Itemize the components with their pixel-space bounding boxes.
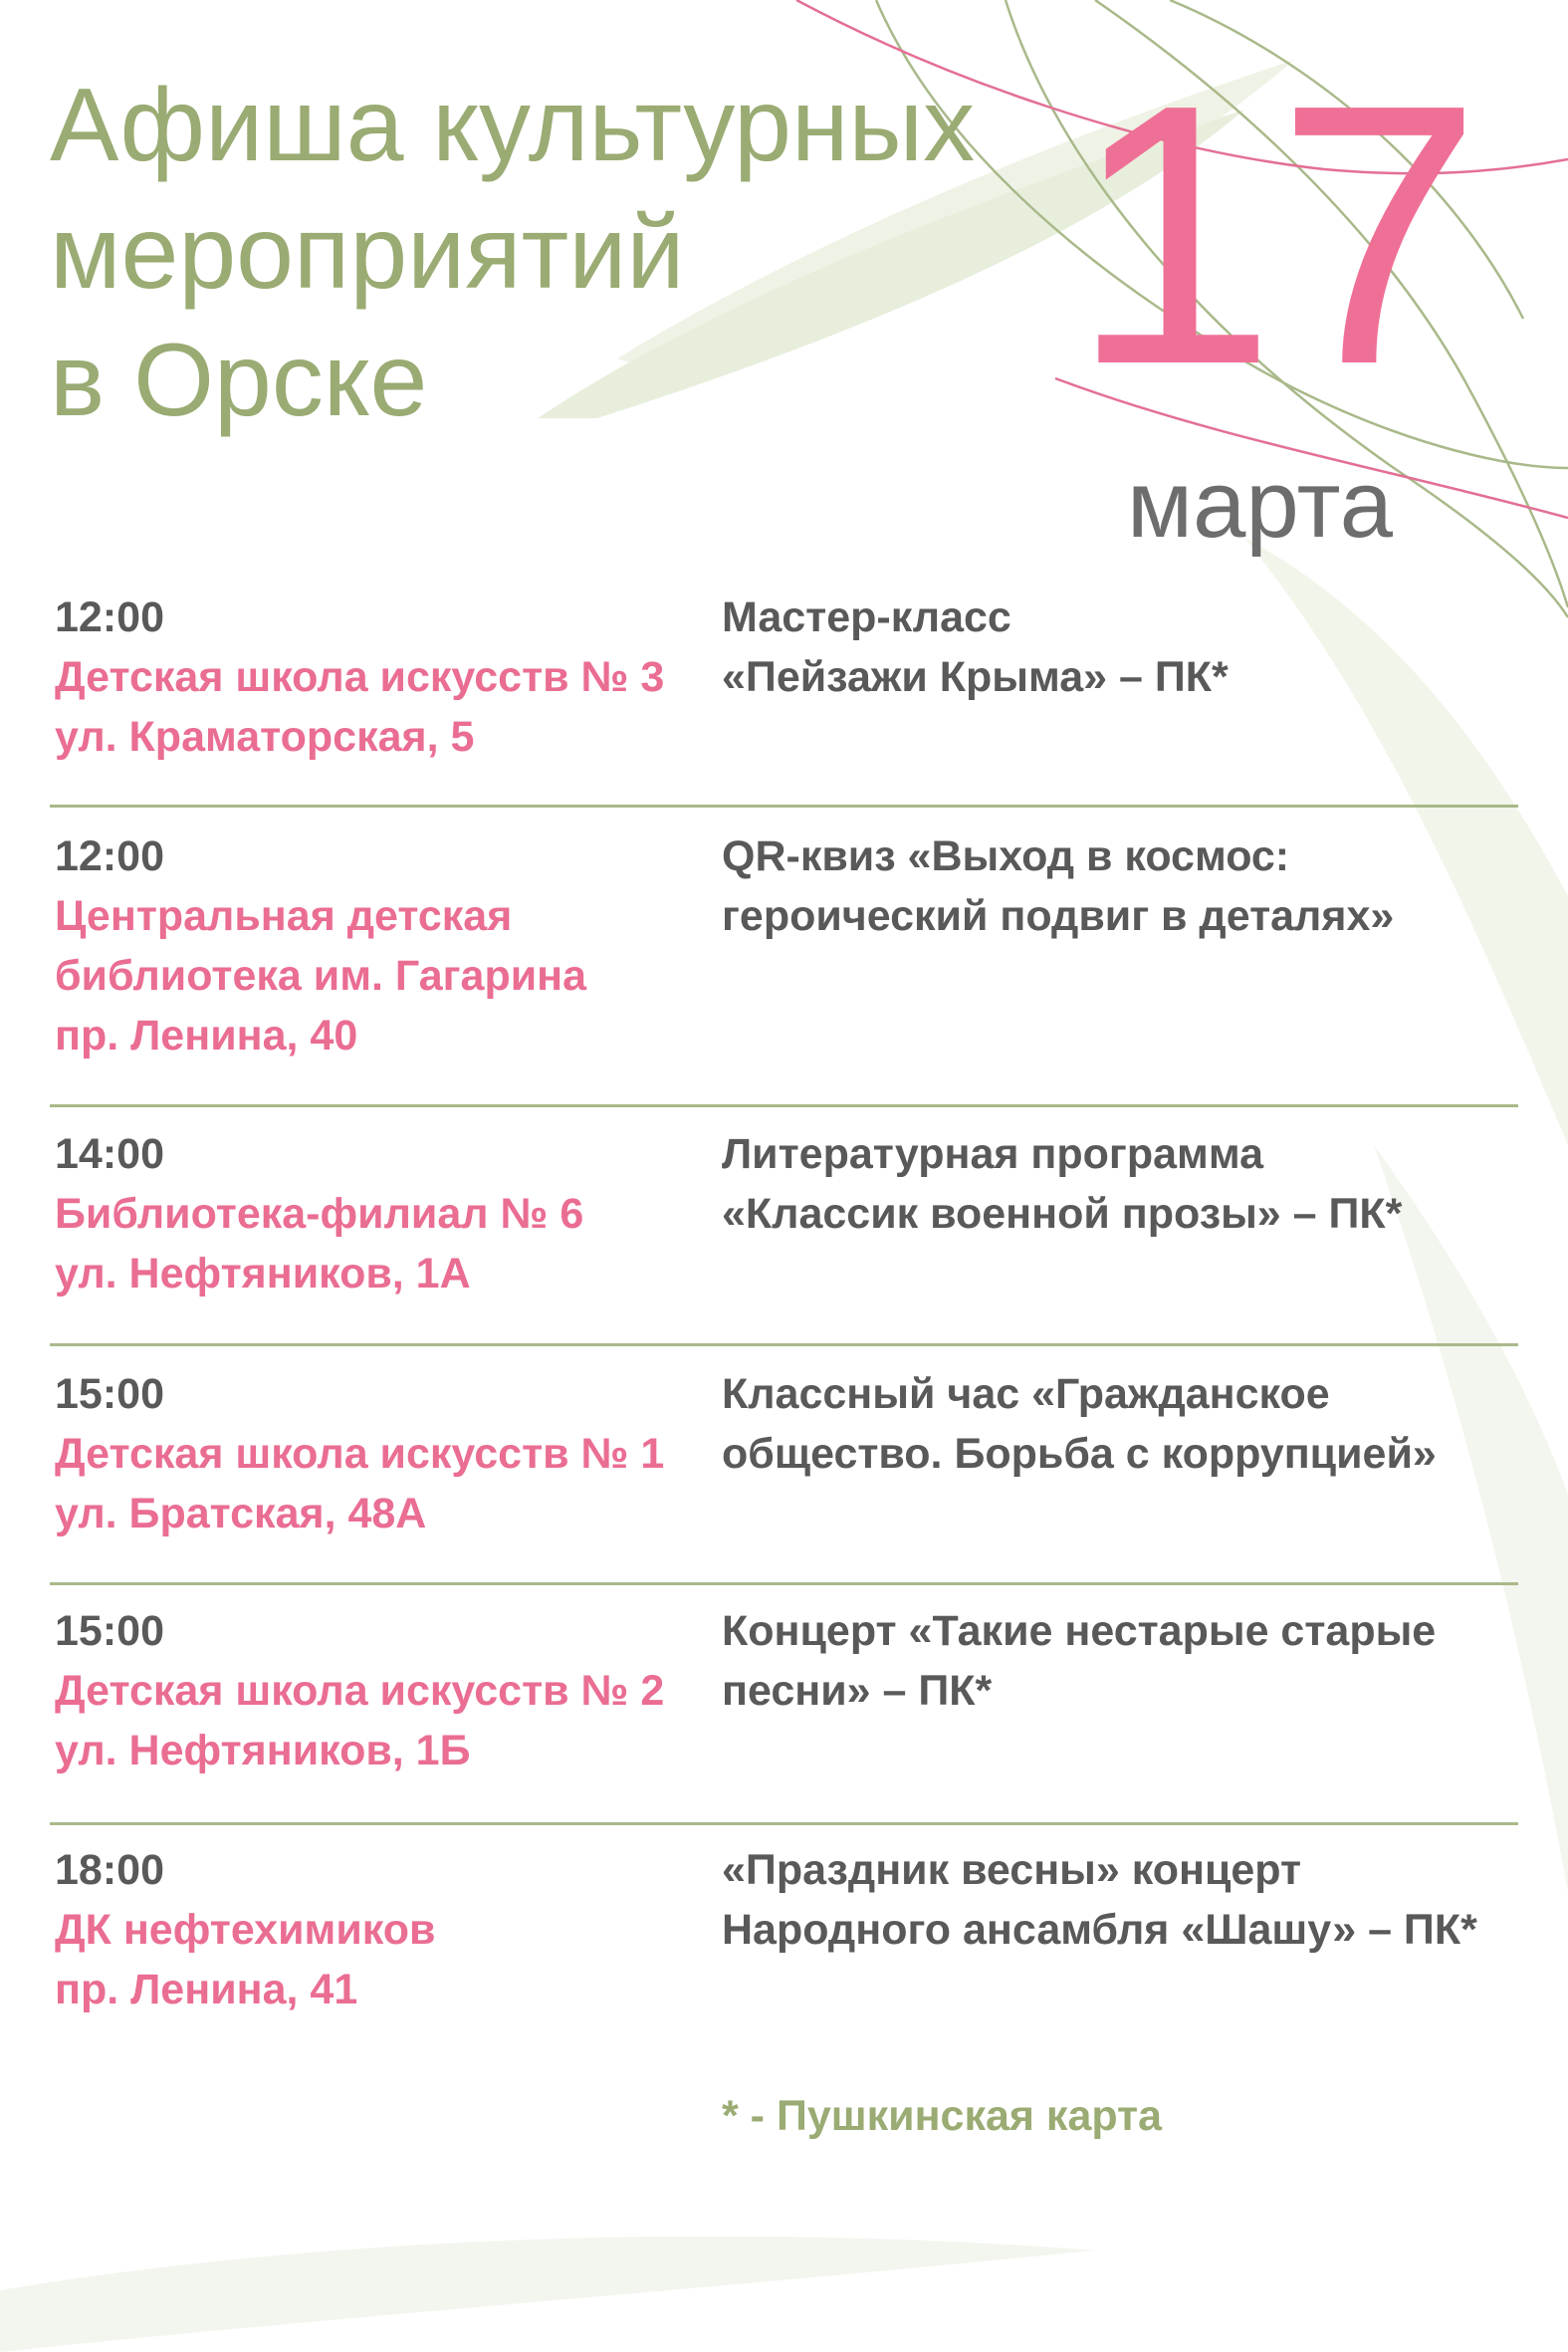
event-time: 15:00 xyxy=(55,1370,164,1418)
event-address: пр. Ленина, 41 xyxy=(55,1966,358,2013)
event-description xyxy=(722,1840,1538,1960)
event-description xyxy=(722,1124,1538,1244)
event-address: ул. Братская, 48А xyxy=(55,1490,427,1537)
event-title-line: Мастер-класс xyxy=(722,593,1011,641)
event-title-line: Литературная программа xyxy=(722,1130,1263,1178)
event-venue: Детская школа искусств № 2 xyxy=(55,1667,665,1715)
event-time: 14:00 xyxy=(55,1130,164,1178)
footnote: * - Пушкинская карта xyxy=(722,2092,1163,2140)
event-title-line: «Праздник весны» концерт xyxy=(722,1846,1302,1894)
event-time: 12:00 xyxy=(55,593,164,641)
event-details xyxy=(55,1840,692,2019)
title-line: Афиша культурных xyxy=(50,68,976,183)
event-title-line: героический подвиг в деталях» xyxy=(722,892,1395,940)
date-day: 17 xyxy=(1070,27,1482,441)
event-address: ул. Нефтяников, 1А xyxy=(55,1250,471,1297)
divider xyxy=(50,1822,1518,1825)
event-time: 15:00 xyxy=(55,1607,164,1655)
event-venue: Детская школа искусств № 1 xyxy=(55,1430,665,1478)
event-details xyxy=(55,1601,692,1780)
event-venue: Центральная детская библиотека им. Гагарина xyxy=(55,892,587,1000)
divider xyxy=(50,805,1518,808)
page-title xyxy=(50,62,975,444)
event-title-line: «Пейзажи Крыма» – ПК* xyxy=(722,653,1229,701)
event-description xyxy=(722,826,1538,946)
title-line: в Орске xyxy=(50,323,428,438)
event-address: пр. Ленина, 40 xyxy=(55,1012,358,1059)
event-title-line: Народного ансамбля «Шашу» – ПК* xyxy=(722,1906,1477,1954)
leaf-brush-stroke xyxy=(0,2236,1095,2352)
date-month: марта xyxy=(1127,451,1393,558)
title-line: мероприятий xyxy=(50,195,685,311)
leaf-brush-stroke xyxy=(1374,1145,1568,1892)
event-venue: ДК нефтехимиков xyxy=(55,1906,436,1954)
divider xyxy=(50,1343,1518,1346)
event-time: 12:00 xyxy=(55,832,164,880)
event-description xyxy=(722,1601,1538,1721)
event-details xyxy=(55,826,692,1065)
event-title-line: общество. Борьба с коррупцией» xyxy=(722,1430,1437,1478)
event-time: 18:00 xyxy=(55,1846,164,1894)
divider xyxy=(50,1104,1518,1107)
event-details xyxy=(55,1124,692,1303)
event-description xyxy=(722,1364,1538,1484)
event-title-line: QR-квиз «Выход в космос: xyxy=(722,832,1290,880)
event-title-line: песни» – ПК* xyxy=(722,1667,993,1715)
event-details xyxy=(55,1364,692,1543)
divider xyxy=(50,1582,1518,1585)
event-details xyxy=(55,588,692,767)
event-address: ул. Нефтяников, 1Б xyxy=(55,1727,471,1774)
event-title-line: «Классик военной прозы» – ПК* xyxy=(722,1190,1403,1238)
event-description xyxy=(722,588,1538,707)
event-address: ул. Краматорская, 5 xyxy=(55,713,475,761)
event-venue: Библиотека-филиал № 6 xyxy=(55,1190,584,1238)
event-title-line: Классный час «Гражданское xyxy=(722,1370,1330,1418)
event-title-line: Концерт «Такие нестарые старые xyxy=(722,1607,1437,1655)
event-venue: Детская школа искусств № 3 xyxy=(55,653,665,701)
